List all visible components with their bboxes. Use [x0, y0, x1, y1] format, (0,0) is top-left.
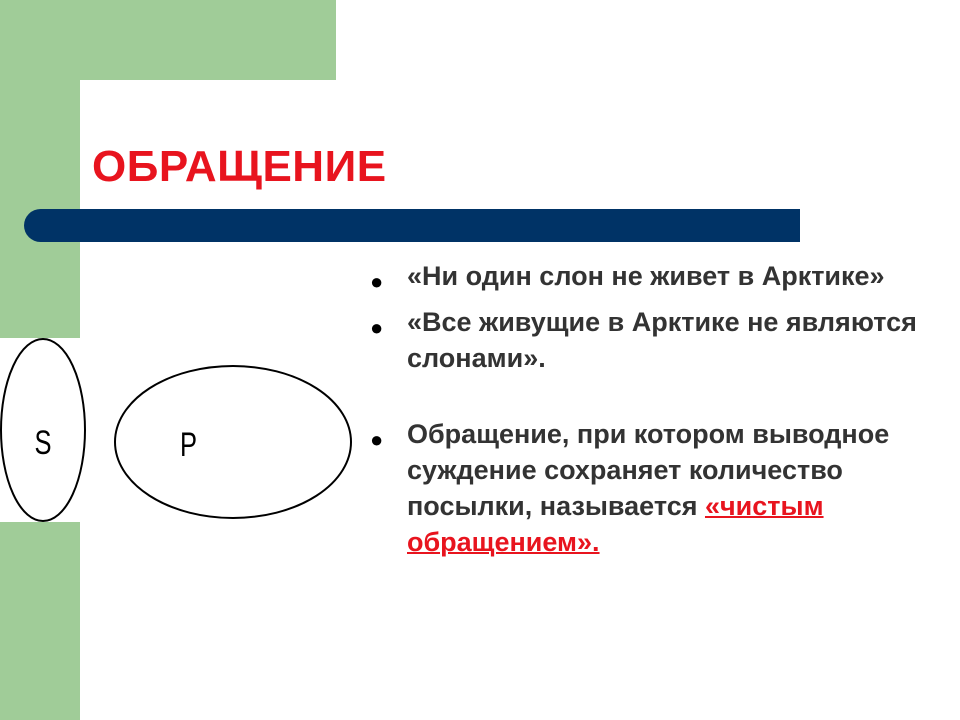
- p-label: P: [180, 426, 198, 464]
- bullet-item: [370, 304, 955, 376]
- bullet-item: [370, 258, 955, 294]
- bullet-list: [370, 258, 955, 560]
- bullet-dot-icon: ●: [370, 269, 384, 294]
- bullet-text: «Все живущие в Арктике не являются слонами».: [407, 307, 917, 373]
- p-circle: [115, 366, 351, 518]
- bullet-text: Обращение, при котором выводное суждение сохраняет количество посылки, называется: [407, 419, 890, 521]
- bullet-text: «Ни один слон не живет в Арктике»: [407, 261, 885, 291]
- bullet-dot-icon: ●: [370, 315, 384, 340]
- green-left-band-bottom: [0, 522, 80, 720]
- bullet-dot-icon: ●: [370, 427, 384, 452]
- highlighted-term: «чистым обращением».: [407, 491, 824, 557]
- slide-title: ОБРАЩЕНИЕ: [92, 142, 387, 191]
- euler-diagram: [0, 330, 360, 530]
- bullet-item: [370, 416, 955, 560]
- green-left-band-top: [0, 0, 80, 338]
- s-label: S: [34, 424, 52, 462]
- title-underline-bar: [24, 209, 800, 242]
